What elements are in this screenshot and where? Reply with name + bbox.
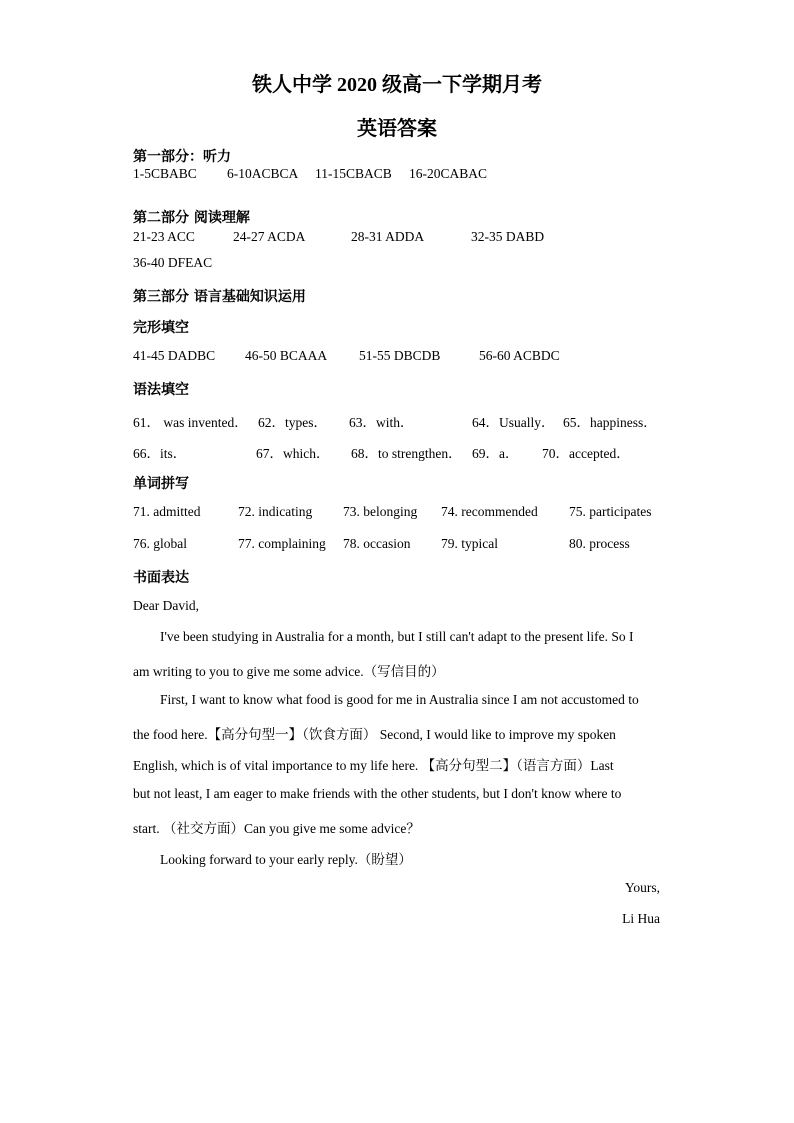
answer-item: 77. complaining xyxy=(238,536,326,551)
part3-heading: 第三部分 语言基础知识运用 xyxy=(133,289,306,305)
answer-item: 32-35 DABD xyxy=(471,229,545,244)
answer-item: 36-40 DFEAC xyxy=(133,255,213,270)
answer-item: 16-20CABAC xyxy=(409,166,488,181)
spelling-heading: 单词拼写 xyxy=(133,476,189,492)
letter-closing: Yours, xyxy=(624,880,660,895)
letter-line: am writing to you to give me some advice.（写信目的） xyxy=(133,664,445,679)
letter-line: the food here.【高分句型一】（饮食方面） Second, I would like to improve my spoken xyxy=(133,727,616,742)
answer-item: 61． was invented． xyxy=(133,415,248,430)
answer-item: 80. process xyxy=(569,536,630,551)
document-title: 铁人中学 2020 级高一下学期月考 xyxy=(252,74,542,96)
letter-line: First, I want to know what food is good for me in Australia since I am not accustomed to xyxy=(160,692,639,707)
answer-item: 63．with． xyxy=(349,415,414,430)
answer-item: 1-5CBABC xyxy=(133,166,197,181)
answer-item: 69．a． xyxy=(472,446,519,461)
answer-item: 46-50 BCAAA xyxy=(245,348,328,363)
answer-item: 51-55 DBCDB xyxy=(359,348,441,363)
answer-item: 74. recommended xyxy=(441,504,538,519)
answer-item: 73. belonging xyxy=(343,504,418,519)
answer-item: 41-45 DADBC xyxy=(133,348,216,363)
answer-item: 78. occasion xyxy=(343,536,411,551)
cloze-heading: 完形填空 xyxy=(133,320,189,336)
letter-line: English, which is of vital importance to my life here. 【高分句型二】（语言方面）Last xyxy=(133,758,614,773)
answer-item: 71. admitted xyxy=(133,504,201,519)
answer-item: 65．happiness． xyxy=(563,415,657,430)
answer-item: 75. participates xyxy=(569,504,652,519)
answer-item: 21-23 ACC xyxy=(133,229,195,244)
letter-signature: Li Hua xyxy=(622,911,660,926)
answer-item: 28-31 ADDA xyxy=(351,229,425,244)
answer-item: 62．types． xyxy=(258,415,327,430)
answer-item: 56-60 ACBDC xyxy=(479,348,560,363)
answer-item: 11-15CBACB xyxy=(315,166,392,181)
answer-item: 70．accepted． xyxy=(542,446,630,461)
grammar-heading: 语法填空 xyxy=(133,382,189,398)
part1-heading: 第一部分：听力 xyxy=(133,149,231,165)
answer-item: 6-10ACBCA xyxy=(227,166,299,181)
answer-item: 66．its． xyxy=(133,446,187,461)
answer-item: 72. indicating xyxy=(238,504,313,519)
answer-item: 67．which． xyxy=(256,446,330,461)
letter-line: but not least, I am eager to make friends with the other students, but I don't know where to xyxy=(133,786,622,801)
letter-line: I've been studying in Australia for a month, but I still can't adapt to the present life. So I xyxy=(160,629,634,644)
letter-line: Looking forward to your early reply.（盼望） xyxy=(160,852,412,867)
answer-item: 79. typical xyxy=(441,536,498,551)
letter-line: start. （社交方面）Can you give me some advice？ xyxy=(133,821,420,836)
part2-heading: 第二部分 阅读理解 xyxy=(133,210,250,226)
answer-item: 24-27 ACDA xyxy=(233,229,306,244)
writing-heading: 书面表达 xyxy=(133,570,189,586)
document-subtitle: 英语答案 xyxy=(357,118,437,140)
answer-item: 76. global xyxy=(133,536,187,551)
letter-greeting: Dear David, xyxy=(133,598,199,613)
answer-item: 68．to strengthen． xyxy=(351,446,462,461)
answer-item: 64．Usually． xyxy=(472,415,555,430)
